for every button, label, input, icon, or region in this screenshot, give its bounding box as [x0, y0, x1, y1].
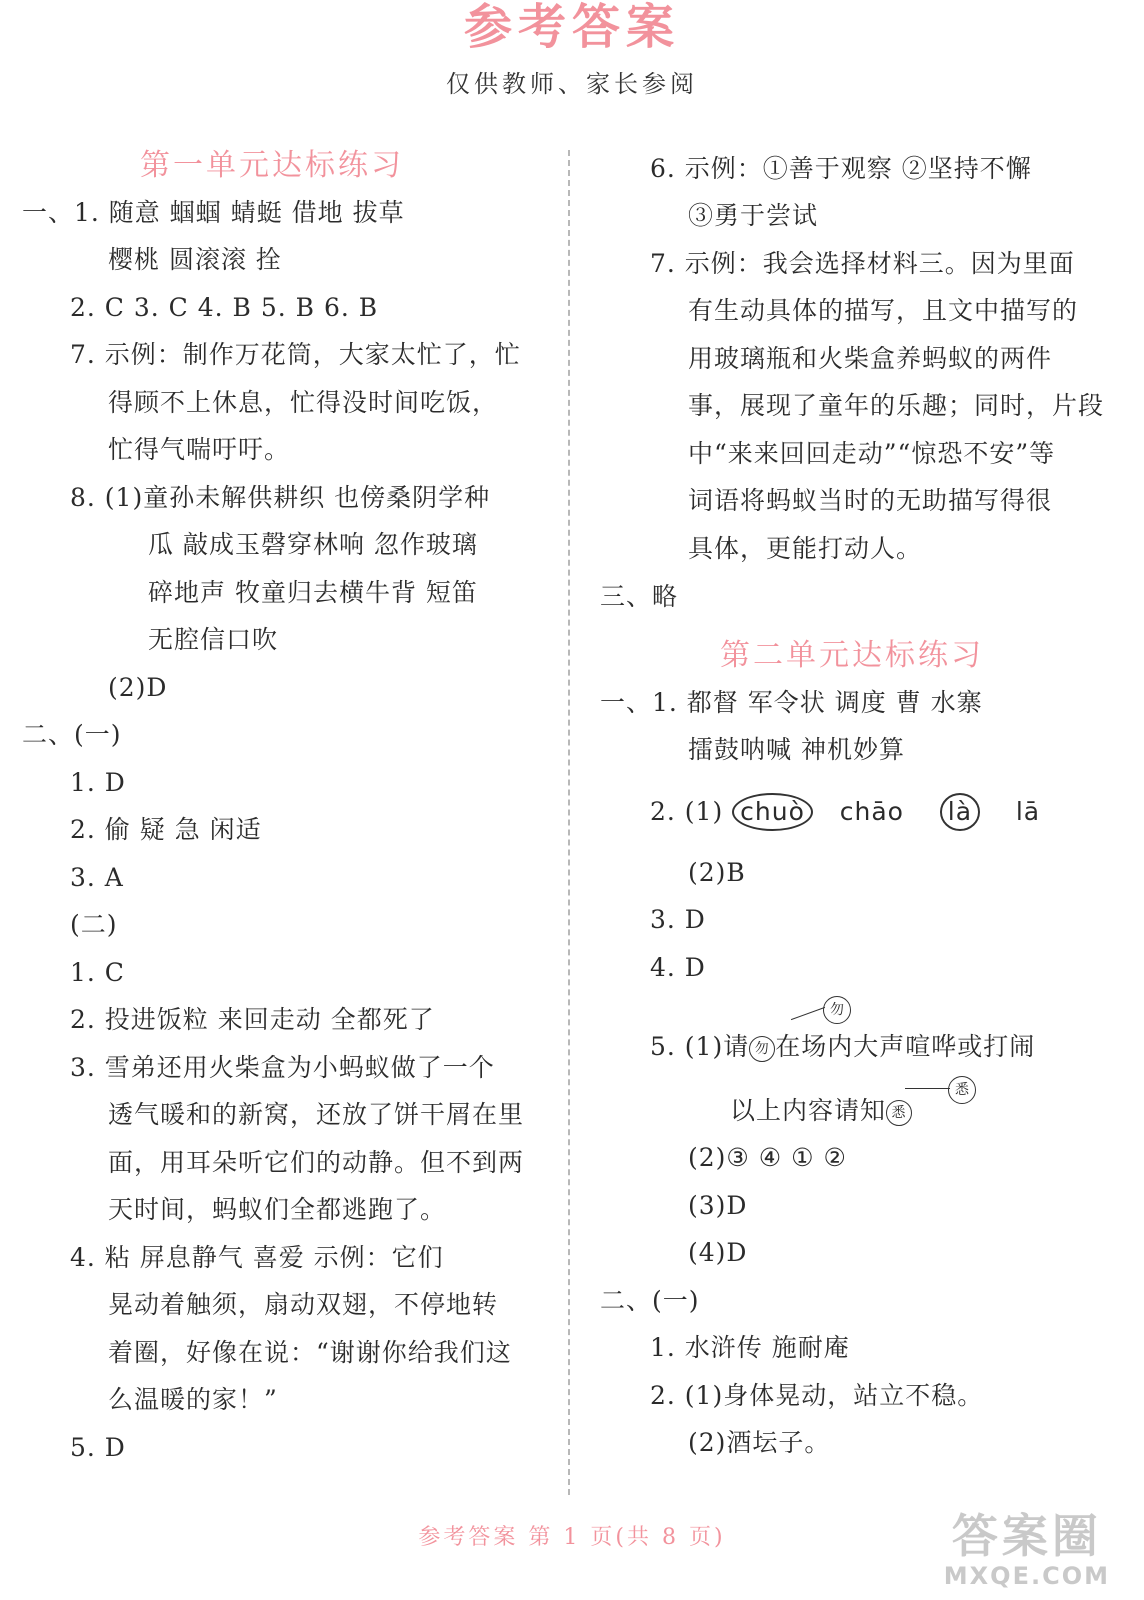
- answer-line: 碎地声 牧童归去横牛背 短笛: [148, 578, 478, 607]
- correction-mark: 悉: [886, 1100, 912, 1126]
- answer-line: 3. D: [650, 905, 706, 934]
- answer-text: 5. (1)请: [650, 1032, 750, 1061]
- pinyin: lā: [1015, 797, 1041, 826]
- correction-leader-line: [791, 1007, 825, 1020]
- answer-line: 4. 粘 屏息静气 喜爱 示例：它们: [70, 1243, 444, 1272]
- answer-line-correction: [730, 1094, 912, 1128]
- answer-line: 事，展现了童年的乐趣；同时，片段: [688, 391, 1105, 420]
- answer-line: 一、1. 随意 蝈蝈 蜻蜓 借地 拔草: [22, 198, 405, 227]
- answer-line: 3. 雪弟还用火柴盒为小蚂蚁做了一个: [70, 1053, 495, 1082]
- correction-mark: 悉: [948, 1076, 976, 1104]
- correction-annotation: [823, 996, 851, 1024]
- answer-line: 1. C: [70, 958, 125, 987]
- answer-line: 2. 投进饭粒 来回走动 全都死了: [70, 1005, 435, 1034]
- watermark-text: 答案圈: [951, 1509, 1102, 1563]
- page-footer: 参考答案 第 1 页(共 8 页): [418, 1525, 726, 1550]
- answer-line: 得顾不上休息，忙得没时间吃饭，: [108, 388, 499, 417]
- answer-line: 8. (1)童孙未解供耕织 也傍桑阴学种: [70, 483, 491, 512]
- answer-line-correction: [650, 1030, 1035, 1064]
- answer-line: (4)D: [688, 1238, 748, 1267]
- answer-line: 7. 示例：制作万花筒，大家太忙了，忙: [70, 340, 521, 369]
- pinyin-prefix: 2. (1): [650, 797, 724, 826]
- circled-pinyin: chuò: [732, 793, 813, 831]
- section-label: 三、略: [600, 582, 679, 611]
- answer-line: 词语将蚂蚁当时的无助描写得很: [688, 486, 1053, 515]
- answer-line: 无腔信口吹: [148, 625, 279, 654]
- unit2-heading: 第二单元达标练习: [720, 638, 984, 673]
- page-title: 参考答案: [463, 0, 680, 55]
- answer-line: 中“来来回回走动”“惊恐不安”等: [688, 439, 1056, 468]
- answer-line: 2. 偷 疑 急 闲适: [70, 815, 262, 844]
- answer-line: 具体，更能打动人。: [688, 534, 923, 563]
- answer-line: 擂鼓呐喊 神机妙算: [688, 735, 905, 764]
- answer-line: 忙得气喘吁吁。: [108, 435, 291, 464]
- answer-line: 2. C 3. C 4. B 5. B 6. B: [70, 293, 379, 322]
- answer-line: 用玻璃瓶和火柴盒养蚂蚁的两件: [688, 344, 1053, 373]
- answer-text: 在场内大声喧哗或打闹: [775, 1032, 1036, 1061]
- answer-line: 4. D: [650, 953, 706, 982]
- answer-text: 以上内容请知: [730, 1096, 887, 1125]
- answer-line: 面，用耳朵听它们的动静。但不到两: [108, 1148, 525, 1177]
- pinyin-answer-line: [650, 793, 1040, 831]
- answer-line: (3)D: [688, 1191, 748, 1220]
- column-divider: [568, 150, 570, 1495]
- answer-line: (2)B: [688, 858, 746, 887]
- section-label: (二): [70, 910, 118, 939]
- answer-line: 樱桃 圆滚滚 拴: [108, 245, 282, 274]
- answer-line: 6. 示例：①善于观察 ②坚持不懈: [650, 154, 1032, 183]
- unit1-heading: 第一单元达标练习: [140, 148, 404, 183]
- section-label: 二、(一): [600, 1286, 700, 1315]
- answer-line: 晃动着触须，扇动双翅，不停地转: [108, 1290, 499, 1319]
- correction-annotation: [948, 1076, 976, 1104]
- answer-line: (2)③ ④ ① ②: [688, 1143, 847, 1172]
- page-subtitle: 仅供教师、家长参阅: [446, 70, 698, 98]
- answer-line: 2. (1)身体晃动，站立不稳。: [650, 1381, 984, 1410]
- answer-line: 透气暖和的新窝，还放了饼干屑在里: [108, 1100, 525, 1129]
- answer-line: (2)D: [108, 673, 168, 702]
- answer-line: 7. 示例：我会选择材料三。因为里面: [650, 249, 1075, 278]
- circled-pinyin: là: [940, 793, 980, 831]
- correction-mark: 勿: [749, 1036, 775, 1062]
- answer-line: 1. D: [70, 768, 126, 797]
- correction-leader-line: [905, 1088, 950, 1089]
- answer-line: 5. D: [70, 1433, 126, 1462]
- answer-line: 3. A: [70, 863, 124, 892]
- correction-mark: 勿: [823, 996, 851, 1024]
- answer-line: 1. 水浒传 施耐庵: [650, 1333, 850, 1362]
- answer-line: 么温暖的家！”: [108, 1385, 278, 1414]
- answer-line: 瓜 敲成玉磬穿林响 忽作玻璃: [148, 530, 478, 559]
- answer-line: (2)酒坛子。: [688, 1428, 831, 1457]
- pinyin: chāo: [839, 797, 904, 826]
- watermark-url: MXQE.COM: [943, 1562, 1110, 1590]
- watermark-logo: [944, 1510, 1110, 1590]
- answer-line: 有生动具体的描写，且文中描写的: [688, 296, 1079, 325]
- answer-line: 着圈，好像在说：“谢谢你给我们这: [108, 1338, 512, 1367]
- section-label: 二、(一): [22, 720, 122, 749]
- answer-line: ③勇于尝试: [688, 201, 819, 230]
- answer-line: 一、1. 都督 军令状 调度 曹 水寨: [600, 688, 983, 717]
- answer-line: 天时间，蚂蚁们全都逃跑了。: [108, 1195, 447, 1224]
